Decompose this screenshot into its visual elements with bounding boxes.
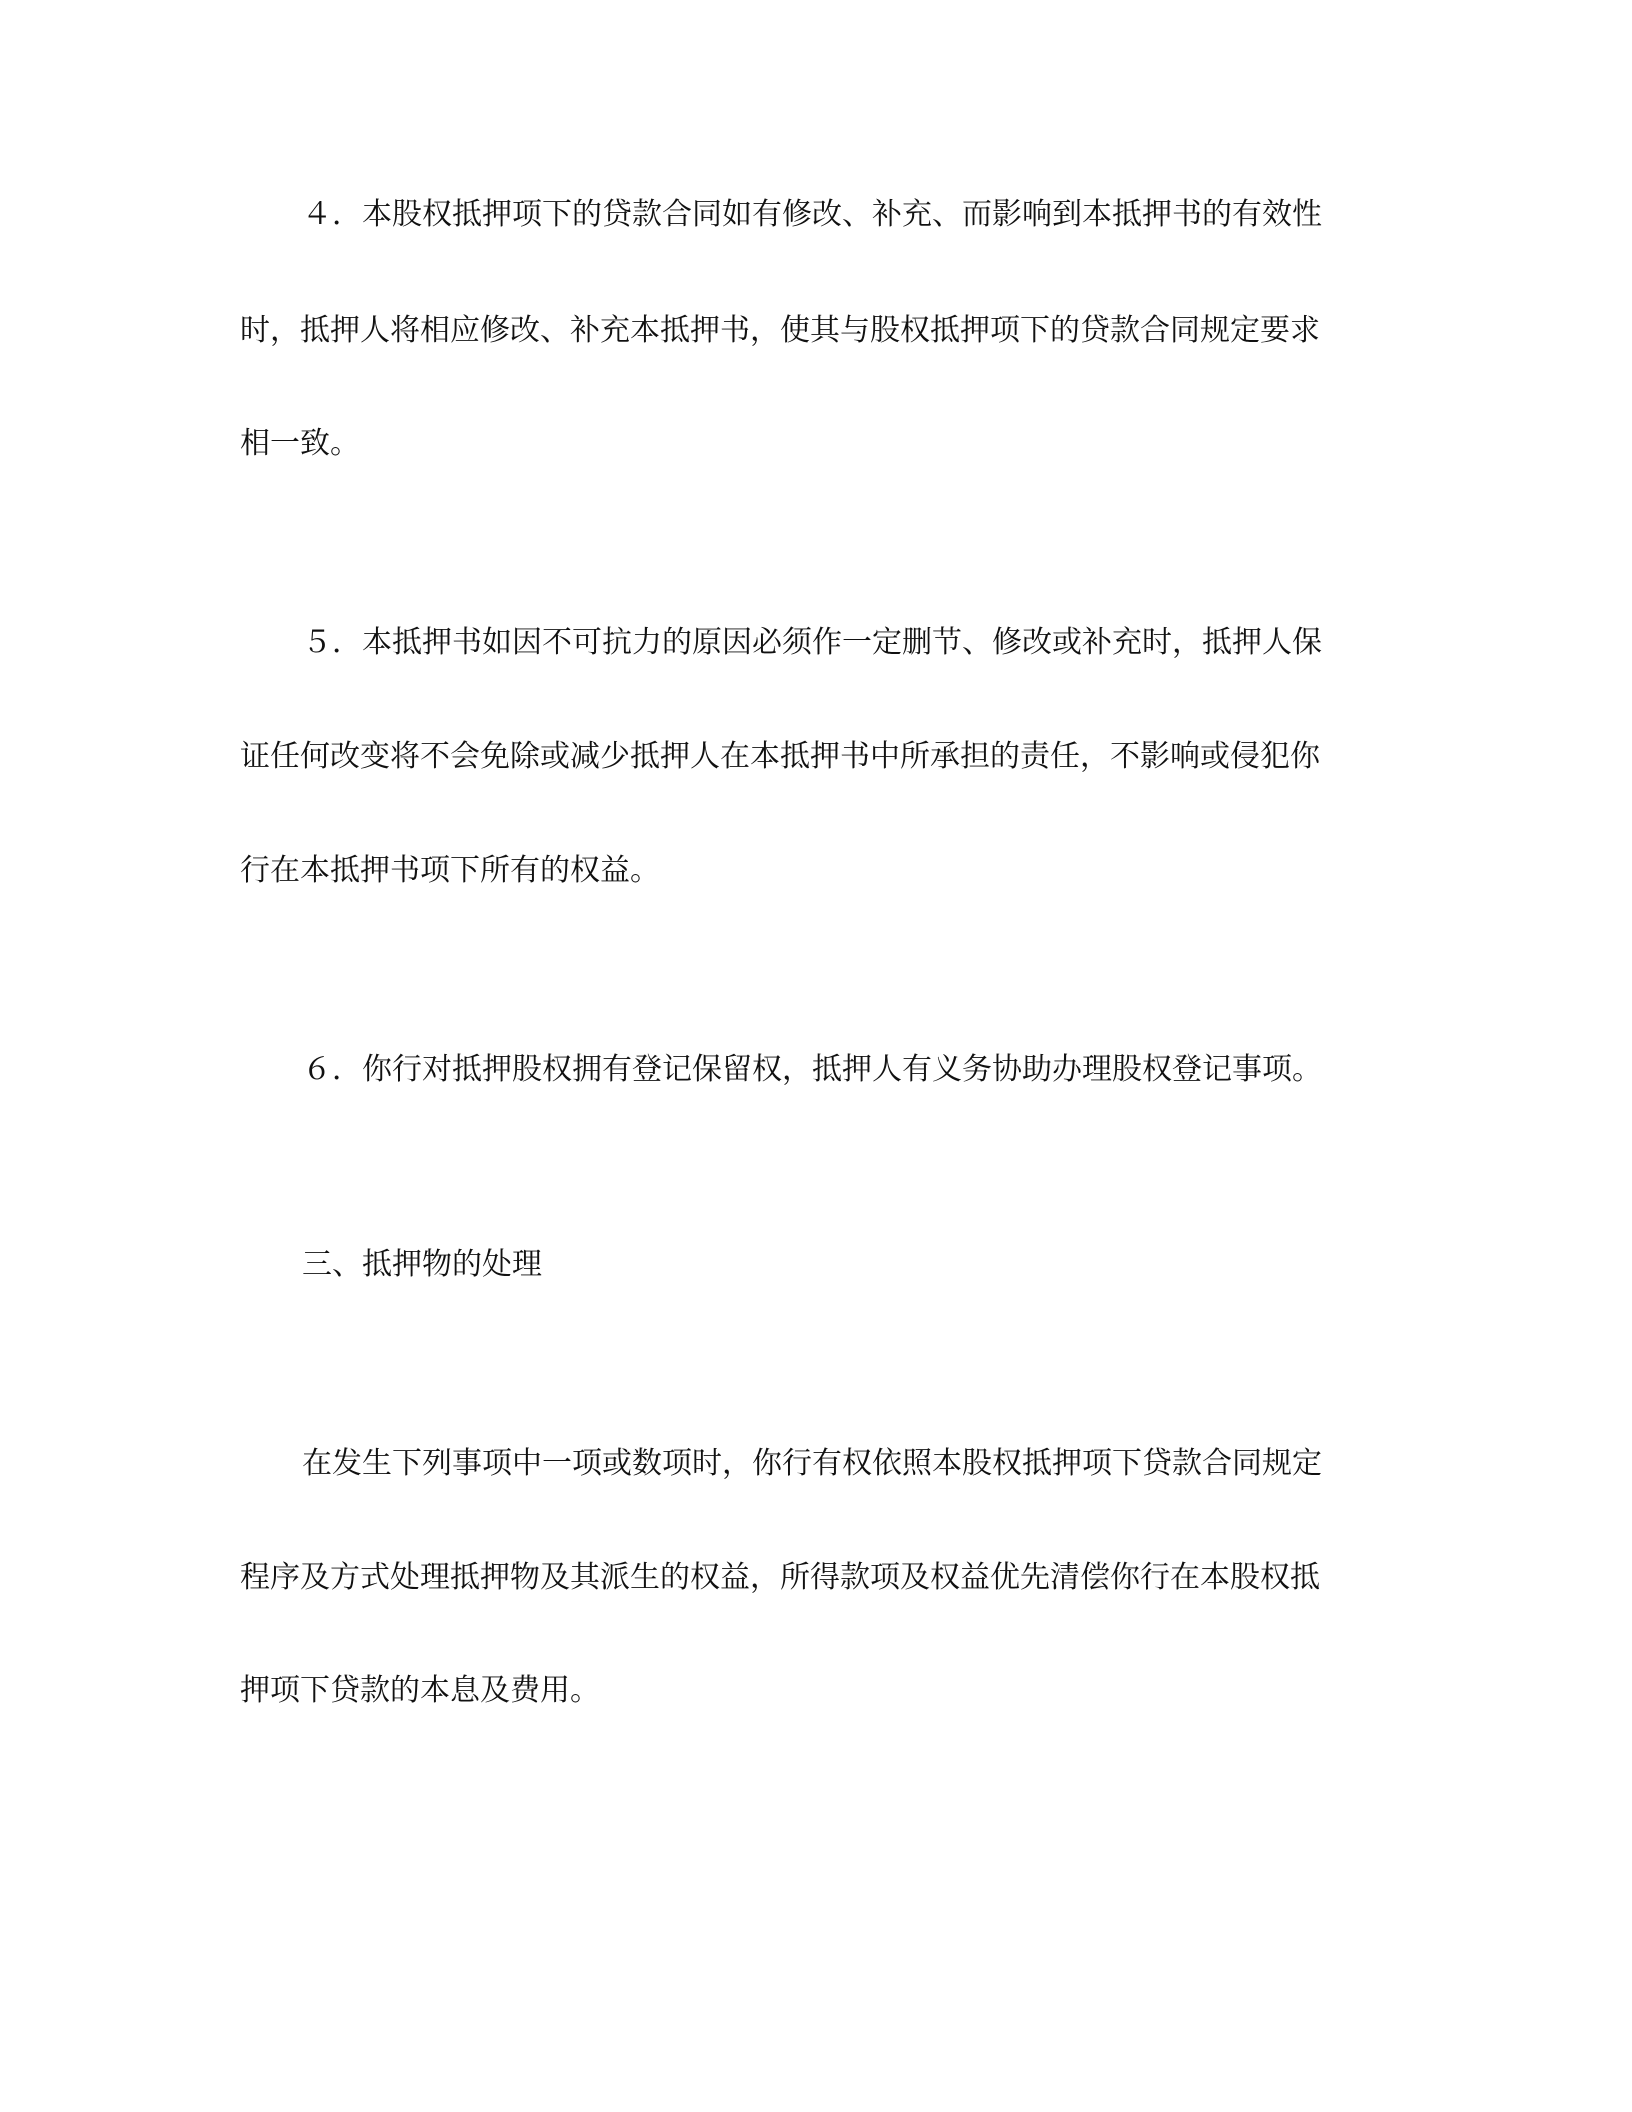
- paragraph-5-line-3: 行在本抵押书项下所有的权益。: [240, 853, 660, 888]
- paragraph-5-line-1: ５．本抵押书如因不可抗力的原因必须作一定删节、修改或补充时，抵押人保: [302, 625, 1322, 660]
- section-body-line-3: 押项下贷款的本息及费用。: [240, 1673, 600, 1708]
- section-body-line-1: 在发生下列事项中一项或数项时，你行有权依照本股权抵押项下贷款合同规定: [302, 1446, 1322, 1481]
- paragraph-4-line-2: 时，抵押人将相应修改、补充本抵押书，使其与股权抵押项下的贷款合同规定要求: [240, 313, 1320, 348]
- section-body-line-2: 程序及方式处理抵押物及其派生的权益，所得款项及权益优先清偿你行在本股权抵: [240, 1560, 1320, 1595]
- paragraph-5-line-2: 证任何改变将不会免除或减少抵押人在本抵押书中所承担的责任，不影响或侵犯你: [240, 739, 1320, 774]
- paragraph-4-line-3: 相一致。: [240, 426, 360, 461]
- paragraph-4-line-1: ４．本股权抵押项下的贷款合同如有修改、补充、而影响到本抵押书的有效性: [302, 197, 1322, 232]
- section-heading: 三、抵押物的处理: [302, 1247, 542, 1282]
- paragraph-6-line-1: ６．你行对抵押股权拥有登记保留权，抵押人有义务协助办理股权登记事项。: [302, 1052, 1322, 1087]
